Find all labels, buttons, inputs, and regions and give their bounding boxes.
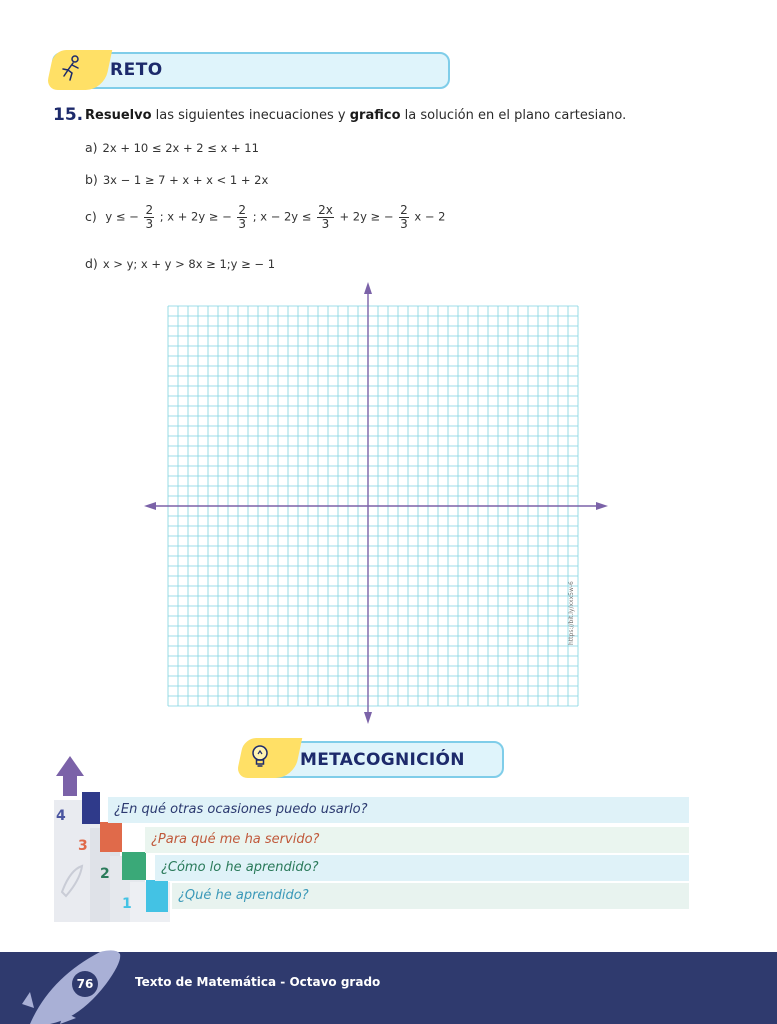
item-a bbox=[85, 140, 259, 155]
step-2-number: 2 bbox=[100, 866, 110, 882]
fraction-4-numerator: 2 bbox=[400, 203, 408, 217]
fraction-1-numerator: 2 bbox=[145, 203, 154, 217]
metacognicion-question-4: ¿En qué otras ocasiones puedo usarlo? bbox=[108, 797, 689, 823]
fraction-3-denominator: 3 bbox=[321, 216, 330, 231]
step-1-number: 1 bbox=[122, 896, 132, 912]
question-verb-resuelvo: Resuelvo bbox=[85, 108, 152, 123]
metacognicion-question-2: ¿Cómo lo he aprendido? bbox=[155, 855, 689, 881]
item-d-expression: x > y; x + y > 8x ≥ 1;y ≥ − 1 bbox=[102, 257, 276, 271]
question-text bbox=[85, 108, 626, 123]
metacognicion-question-3: ¿Para qué me ha servido? bbox=[145, 827, 689, 853]
item-d-label: d) bbox=[85, 256, 98, 271]
item-d bbox=[85, 256, 275, 271]
question-text-part2: la solución en el plano cartesiano. bbox=[400, 108, 627, 123]
item-c-part5: x − 2 bbox=[414, 209, 446, 224]
page-number: 76 bbox=[72, 971, 98, 997]
item-a-expression: 2x + 10 ≤ 2x + 2 ≤ x + 11 bbox=[102, 141, 259, 155]
cartesian-grid bbox=[140, 278, 612, 728]
y-axis-arrow-down bbox=[364, 712, 372, 724]
item-c-part3: ; x − 2y ≤ bbox=[252, 209, 312, 224]
metacognicion-question-1: ¿Qué he aprendido? bbox=[172, 883, 689, 909]
step-3-number: 3 bbox=[78, 838, 88, 854]
question-text-part1: las siguientes inecuaciones y bbox=[151, 108, 350, 123]
metacognicion-title: METACOGNICIÓN bbox=[300, 750, 465, 770]
y-axis-arrow-up bbox=[364, 282, 372, 294]
fraction-2-denominator: 3 bbox=[238, 216, 247, 231]
fraction-4-denominator: 3 bbox=[400, 216, 408, 231]
item-c-label: c) bbox=[85, 208, 97, 224]
item-c bbox=[85, 204, 446, 230]
fraction-3-numerator: 2x bbox=[318, 203, 333, 217]
step-4-block bbox=[82, 792, 100, 824]
fraction-1-denominator: 3 bbox=[145, 216, 154, 231]
lightbulb-icon bbox=[248, 742, 272, 770]
item-c-part2: ; x + 2y ≥ − bbox=[159, 209, 232, 224]
item-b-expression: 3x − 1 ≥ 7 + x + x < 1 + 2x bbox=[102, 173, 269, 187]
fraction-3 bbox=[317, 204, 334, 230]
question-verb-grafico: grafico bbox=[349, 108, 401, 123]
fraction-1 bbox=[144, 204, 154, 230]
item-a-label: a) bbox=[85, 140, 98, 155]
step-1-block bbox=[146, 880, 168, 912]
x-axis-arrow-right bbox=[596, 502, 608, 510]
item-c-part4: + 2y ≥ − bbox=[339, 209, 394, 224]
footer-title: Texto de Matemática - Octavo grado bbox=[135, 975, 381, 989]
item-b-label: b) bbox=[85, 172, 98, 187]
item-b bbox=[85, 172, 268, 187]
axes bbox=[144, 282, 608, 724]
fraction-2-numerator: 2 bbox=[238, 203, 247, 217]
fraction-2 bbox=[237, 204, 247, 230]
item-c-part1: y ≤ − bbox=[105, 209, 139, 224]
fraction-4 bbox=[399, 204, 409, 230]
step-4-number: 4 bbox=[56, 808, 66, 824]
x-axis-arrow-left bbox=[144, 502, 156, 510]
step-3-block bbox=[100, 822, 122, 852]
up-arrow-icon bbox=[56, 756, 84, 796]
image-credit: https://bit.ly/xxx5w-6 bbox=[568, 581, 575, 645]
reto-title: RETO bbox=[110, 60, 163, 80]
question-number: 15. bbox=[53, 105, 84, 125]
runner-icon bbox=[58, 54, 84, 82]
step-2-block bbox=[122, 852, 146, 880]
